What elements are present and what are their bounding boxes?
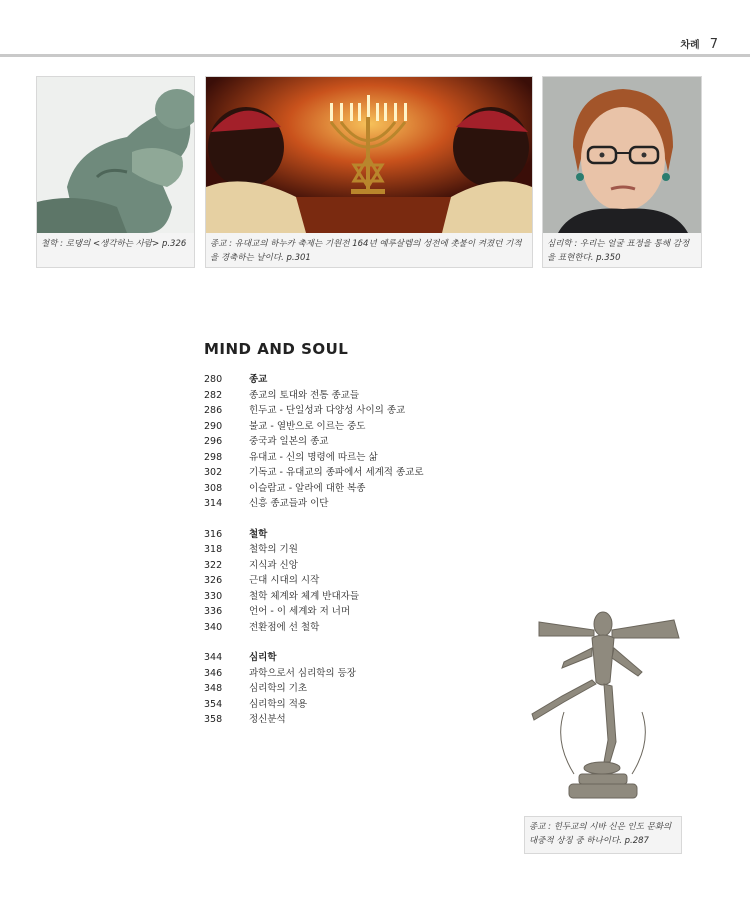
toc-title-text: 심리학의 적용 [249,698,308,710]
toc-page: 296 [204,436,223,447]
toc-title-text: 종교의 토대와 전통 종교들 [249,389,360,401]
toc-entry [204,434,504,450]
toc-page: 358 [204,714,223,725]
toc-entry [204,388,504,404]
woman-face-image [543,77,701,233]
toc-entry [204,620,504,636]
toc-title-text: 전환점에 선 철학 [249,621,320,633]
toc-entry [204,403,504,419]
photo-card-philosophy [36,76,195,268]
toc-title-text: 과학으로서 심리학의 등장 [249,667,356,679]
caption-philosophy: 철학 : 로댕의 <생각하는 사람> p.326 [41,239,187,249]
toc-page: 316 [204,528,223,540]
toc-entry [204,650,504,666]
toc-page: 354 [204,698,223,710]
toc-entry [204,589,504,605]
toc-title-text: 철학 체계와 체계 반대자들 [249,590,360,602]
toc-entry [204,681,504,697]
toc-page: 286 [204,405,223,416]
caption-psychology: 심리학 : 우리는 얼굴 표정을 통해 감정을 표현한다. p.350 [547,239,690,263]
toc-title-text: 불교 - 열반으로 이르는 중도 [249,420,366,432]
toc-entry [204,542,504,558]
toc-title-text: 근대 시대의 시작 [249,575,320,586]
toc-title-text: 정신분석 [249,714,286,725]
toc-title-text: 심리학의 기초 [249,683,308,694]
caption-shiva: 종교 : 힌두교의 시바 신은 인도 문화의 대중적 상징 중 하나이다. p.287 [529,822,672,846]
toc-title-text: 철학의 기원 [249,544,298,555]
toc-page: 340 [204,621,223,633]
toc-page: 348 [204,683,223,694]
shiva-statue-image [524,602,682,812]
toc-group-philosophy [204,527,504,636]
toc-page: 330 [204,590,223,602]
thinker-sculpture-image [37,77,194,233]
toc-entry [204,573,504,589]
table-of-contents [204,372,504,743]
caption-religion: 종교 : 유대교의 하누카 축제는 기원전 164년 예루살렘의 성전에 촛불이 켜졌던 기적을 경축하는 날이다. p.301 [210,239,522,263]
toc-page: 280 [204,374,223,385]
toc-page: 336 [204,606,223,617]
toc-title-text: 힌두교 - 단일성과 다양성 사이의 종교 [249,405,406,416]
toc-page: 344 [204,652,223,663]
toc-entry [204,481,504,497]
toc-page: 282 [204,389,223,401]
toc-entry [204,372,504,388]
running-head-section: 차례 [680,40,700,51]
toc-title-text: 이슬람교 - 알라에 대한 복종 [249,482,366,494]
toc-entry [204,450,504,466]
toc-title: MIND AND SOUL [204,340,349,358]
toc-page: 302 [204,467,223,478]
toc-heading: 철학 [249,528,268,540]
toc-entry [204,527,504,543]
toc-page: 326 [204,575,223,586]
toc-title-text: 언어 - 이 세계와 저 너머 [249,606,351,617]
toc-title-text: 신흥 종교들과 이단 [249,498,329,509]
toc-entry [204,712,504,728]
toc-page: 298 [204,451,223,463]
hanukkah-menorah-image [206,77,532,233]
toc-title-text: 지식과 신앙 [249,559,298,571]
toc-entry [204,697,504,713]
page-number: 7 [709,37,718,52]
toc-page: 322 [204,559,223,571]
toc-heading: 심리학 [249,652,277,663]
toc-title-text: 기독교 - 유대교의 종파에서 세계적 종교로 [249,467,424,478]
toc-page: 290 [204,420,223,432]
toc-entry [204,419,504,435]
toc-page: 308 [204,482,223,494]
toc-entry [204,558,504,574]
toc-group-religion [204,372,504,512]
toc-entry [204,496,504,512]
toc-page: 318 [204,544,223,555]
toc-page: 314 [204,498,223,509]
toc-page: 346 [204,667,223,679]
toc-title-text: 유대교 - 신의 명령에 따르는 삶 [249,451,378,463]
photo-card-shiva [524,602,682,854]
toc-title-text: 중국과 일본의 종교 [249,436,329,447]
toc-heading: 종교 [249,374,268,385]
toc-entry [204,604,504,620]
photo-card-psychology [542,76,702,268]
running-head [680,36,718,52]
toc-entry [204,666,504,682]
header-rule [0,54,750,57]
caption-box-shiva [524,816,682,854]
photo-card-religion [205,76,533,268]
toc-group-psychology [204,650,504,728]
toc-entry [204,465,504,481]
